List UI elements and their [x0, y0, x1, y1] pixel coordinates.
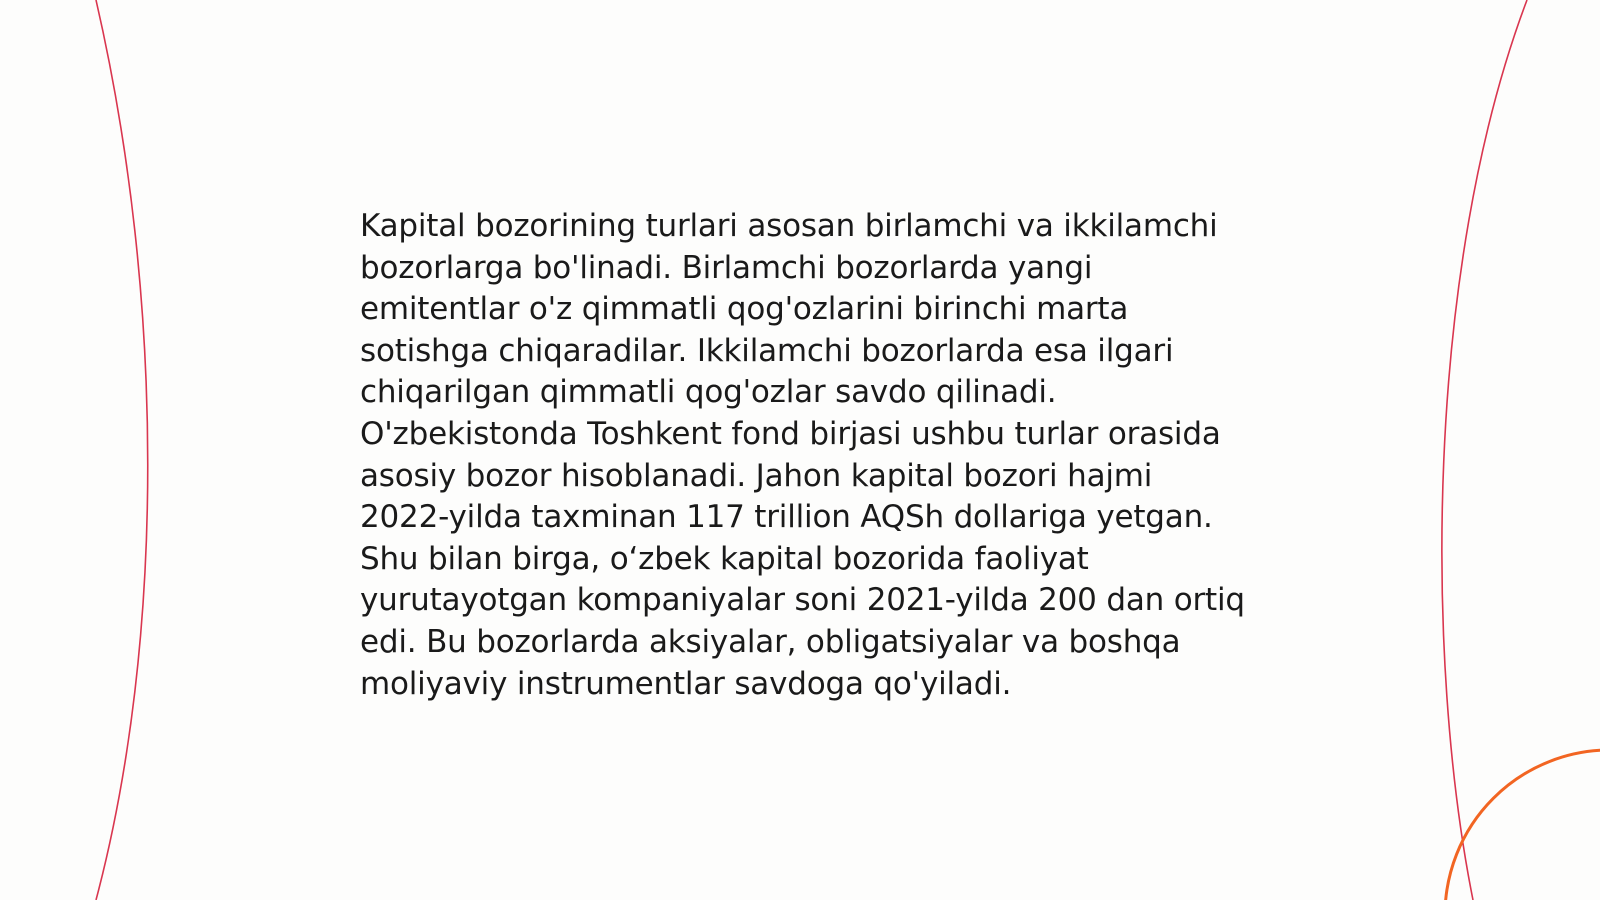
right-curve-line [1442, 0, 1527, 900]
left-curve-line [96, 0, 148, 900]
slide-paragraph: Kapital bozorining turlari asosan birlamchi va ikkilamchi bozorlarga bo'linadi. Birlamchi bozorlarda yangi emitentlar o'z qimmatli qog'ozlarini birinchi marta sotishga chiqaradilar. Ikkilamchi bozorlarda esa ilgari chiqarilgan qimmatli qog'ozlar savdo qilinadi. O'zbekistonda Toshkent fond birjasi ushbu turlar orasida asosiy bozor hisoblanadi. Jahon kapital bozori hajmi 2022-yilda taxminan 117 trillion AQSh dollariga yetgan. Shu bilan birga, oʻzbek kapital bozorida faoliyat yurutayotgan kompaniyalar soni 2021-yilda 200 dan ortiq edi. Bu bozorlarda aksiyalar, obligatsiyalar va boshqa moliyaviy instrumentlar savdoga qo'yiladi. [360, 208, 1245, 702]
